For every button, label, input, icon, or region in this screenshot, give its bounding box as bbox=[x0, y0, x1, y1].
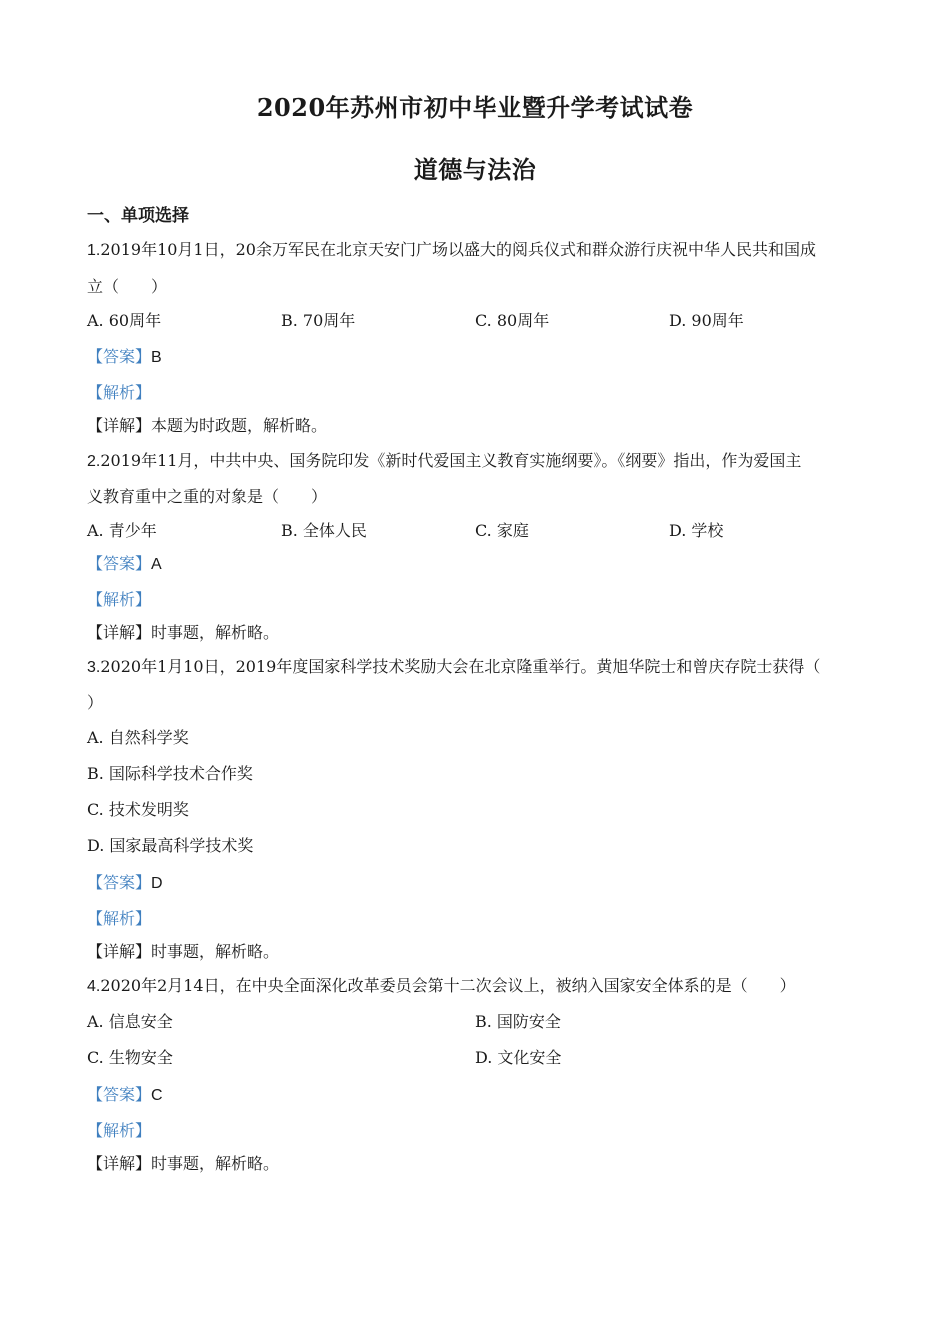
option-b: B. 国防安全 bbox=[475, 1012, 561, 1031]
option-d: D. 90周年 bbox=[669, 311, 744, 330]
option-a: A. 信息安全 bbox=[87, 1012, 173, 1031]
question-4-stem bbox=[87, 976, 796, 997]
answer-value: B bbox=[151, 349, 162, 366]
question-text: 2019年11月，中共中央、国务院印发《新时代爱国主义教育实施纲要》。《纲要》指出，作为爱国主 bbox=[100, 451, 802, 470]
option-a: A. 青少年 bbox=[87, 521, 157, 540]
question-2-analysis-label: 【解析】 bbox=[87, 590, 152, 609]
question-2-detail bbox=[87, 623, 279, 643]
option-c: C. 家庭 bbox=[475, 521, 529, 540]
question-number: 4. bbox=[87, 978, 101, 995]
question-number: 2. bbox=[87, 453, 101, 470]
question-3-option-d: D. 国家最高科学技术奖 bbox=[87, 836, 254, 855]
answer-label: 【答案】 bbox=[87, 1085, 152, 1104]
answer-label: 【答案】 bbox=[87, 554, 152, 573]
question-1-answer bbox=[87, 347, 162, 368]
option-b: B. 全体人民 bbox=[281, 521, 367, 540]
question-3-analysis-label: 【解析】 bbox=[87, 909, 152, 928]
page-subtitle: 道德与法治 bbox=[413, 155, 537, 184]
question-1-analysis-label: 【解析】 bbox=[87, 383, 152, 402]
section-heading: 一、单项选择 bbox=[87, 206, 189, 226]
question-3-option-b: B. 国际科学技术合作奖 bbox=[87, 764, 253, 783]
detail-label: 【详解】 bbox=[87, 623, 152, 642]
question-3-answer bbox=[87, 873, 163, 894]
option-c: C. 生物安全 bbox=[87, 1048, 173, 1067]
question-text: 2019年10月1日，20余万军民在北京天安门广场以盛大的阅兵仪式和群众游行庆祝中华人民共和国成 bbox=[100, 240, 816, 259]
question-2-stem-cont: 义教育重中之重的对象是（ ） bbox=[87, 487, 328, 506]
question-2-stem bbox=[87, 451, 801, 472]
detail-text: 时事题，解析略。 bbox=[151, 1154, 280, 1173]
question-number: 3. bbox=[87, 659, 101, 676]
question-3-stem bbox=[87, 657, 820, 678]
question-4-detail bbox=[87, 1154, 279, 1174]
question-text: 2020年1月10日，2019年度国家科学技术奖励大会在北京隆重举行。黄旭华院士和曾庆存院士获得（ bbox=[100, 657, 821, 676]
question-3-option-c: C. 技术发明奖 bbox=[87, 800, 189, 819]
answer-value: C bbox=[151, 1087, 163, 1104]
question-1-stem-cont: 立（ ） bbox=[87, 277, 168, 296]
question-3-option-a: A. 自然科学奖 bbox=[87, 728, 189, 747]
detail-label: 【详解】 bbox=[87, 1154, 152, 1173]
question-1-detail bbox=[87, 416, 327, 436]
question-number: 1. bbox=[87, 242, 101, 259]
answer-value: A bbox=[151, 556, 162, 573]
detail-label: 【详解】 bbox=[87, 416, 152, 435]
answer-value: D bbox=[151, 875, 163, 892]
question-4-answer bbox=[87, 1085, 163, 1106]
question-1-stem bbox=[87, 240, 816, 261]
answer-label: 【答案】 bbox=[87, 347, 152, 366]
option-c: C. 80周年 bbox=[475, 311, 550, 330]
question-3-stem-cont: ） bbox=[87, 693, 104, 712]
option-a: A. 60周年 bbox=[87, 311, 162, 330]
option-b: B. 70周年 bbox=[281, 311, 356, 330]
option-d: D. 学校 bbox=[669, 521, 724, 540]
detail-text: 时事题，解析略。 bbox=[151, 942, 280, 961]
detail-text: 本题为时政题，解析略。 bbox=[151, 416, 328, 435]
question-4-analysis-label: 【解析】 bbox=[87, 1121, 152, 1140]
question-3-detail bbox=[87, 942, 279, 962]
detail-text: 时事题，解析略。 bbox=[151, 623, 280, 642]
answer-label: 【答案】 bbox=[87, 873, 152, 892]
question-text: 2020年2月14日，在中央全面深化改革委员会第十二次会议上，被纳入国家安全体系的是（ ） bbox=[100, 976, 796, 995]
detail-label: 【详解】 bbox=[87, 942, 152, 961]
page-title: 2020年苏州市初中毕业暨升学考试试卷 bbox=[256, 93, 694, 122]
question-2-answer bbox=[87, 554, 162, 575]
option-d: D. 文化安全 bbox=[475, 1048, 562, 1067]
